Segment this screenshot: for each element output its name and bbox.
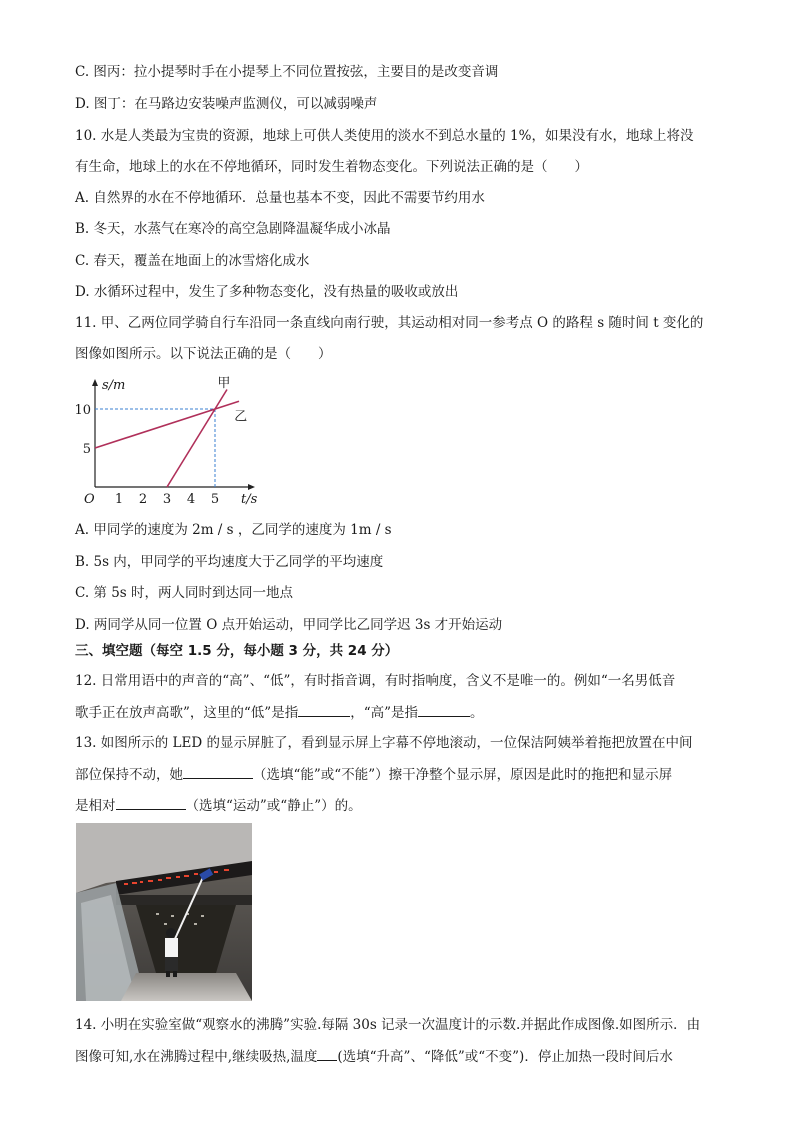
q14-text-a: 图像可知,水在沸腾过程中,继续吸热,温度 xyxy=(75,1049,318,1065)
x-tick-label: 5 xyxy=(210,492,220,507)
series-line-jia xyxy=(167,390,227,488)
q14-line2 xyxy=(75,1047,725,1066)
q13-blank-2[interactable] xyxy=(116,796,186,810)
q11-stem-line2: 图像如图所示。以下说法正确的是（ ） xyxy=(75,346,332,362)
q10-option-b: B. 冬天，水蒸气在寒冷的高空急剧降温凝华成小冰晶 xyxy=(75,221,391,237)
q13-text-c: 是相对 xyxy=(75,798,116,814)
q11-stem-line1: 11. 甲、乙两位同学骑自行车沿同一条直线向南行驶，其运动相对同一参考点 O 的路程 s 随时间 t 变化的 xyxy=(75,315,704,331)
q9-option-d: D. 图丁：在马路边安装噪声监测仪，可以减弱噪声 xyxy=(75,96,378,112)
q10-option-d: D. 水循环过程中，发生了多种物态变化，没有热量的吸收或放出 xyxy=(75,284,459,300)
q10-stem-line1: 10. 水是人类最为宝贵的资源，地球上可供人类使用的淡水不到总水量的 1%，如果没有水，地球上将没 xyxy=(75,128,694,144)
q13-text-b: （选填“能”或“不能”）擦干净整个显示屏，原因是此时的拖把和显示屏 xyxy=(253,767,673,783)
origin-label: O xyxy=(84,492,95,507)
q13-blank-1[interactable] xyxy=(183,765,253,779)
series-label-yi: 乙 xyxy=(234,409,248,425)
y-tick-label: 5 xyxy=(82,442,91,457)
q12-blank-1[interactable] xyxy=(298,703,350,717)
series-label-jia: 甲 xyxy=(217,376,231,391)
led-screen-cleaning-photo xyxy=(76,823,252,1001)
q11-option-b: B. 5s 内，甲同学的平均速度大于乙同学的平均速度 xyxy=(75,554,384,570)
x-axis-label: t/s xyxy=(241,492,258,507)
q14-line1: 14. 小明在实验室做“观察水的沸腾”实验.每隔 30s 记录一次温度计的示数.并据此作成图像.如图所示．由 xyxy=(75,1017,701,1033)
q14-text-b: (选填“升高”、“降低”或“不变”)．停止加热一段时间后水 xyxy=(337,1049,673,1065)
q12-line2 xyxy=(75,703,725,722)
q14-blank-1[interactable] xyxy=(317,1047,337,1061)
q12-text-c: 。 xyxy=(470,705,484,721)
section-three-heading: 三、填空题（每空 1.5 分，每小题 3 分，共 24 分） xyxy=(75,643,399,659)
q13-line3 xyxy=(75,796,725,815)
q13-text-a: 部位保持不动，她 xyxy=(75,767,183,783)
q10-option-c: C. 春天，覆盖在地面上的冰雪熔化成水 xyxy=(75,253,310,269)
s-t-graph xyxy=(74,375,260,507)
q9-option-c: C. 图丙：拉小提琴时手在小提琴上不同位置按弦，主要目的是改变音调 xyxy=(75,64,499,80)
q11-option-d: D. 两同学从同一位置 O 点开始运动，甲同学比乙同学迟 3s 才开始运动 xyxy=(75,617,503,633)
q11-option-c: C. 第 5s 时，两人同时到达同一地点 xyxy=(75,585,294,601)
y-axis-arrow xyxy=(92,379,98,386)
q12-text-b: ，“高”是指 xyxy=(350,705,419,721)
q13-line2 xyxy=(75,765,725,784)
x-tick-label: 3 xyxy=(162,492,172,507)
series-line-yi xyxy=(95,401,239,448)
q12-line1: 12. 日常用语中的声音的“高”、“低”，有时指音调，有时指响度，含义不是唯一的。例如“一名男低音 xyxy=(75,673,676,689)
q10-stem-line2: 有生命，地球上的水在不停地循环，同时发生着物态变化。下列说法正确的是（ ） xyxy=(75,159,588,175)
x-axis-arrow xyxy=(248,484,255,490)
q13-line1: 13. 如图所示的 LED 的显示屏脏了，看到显示屏上字幕不停地滚动，一位保洁阿姨举着拖把放置在中间 xyxy=(75,735,693,751)
q12-text-a: 歌手正在放声高歌”，这里的“低”是指 xyxy=(75,705,299,721)
q12-blank-2[interactable] xyxy=(418,703,470,717)
x-tick-label: 1 xyxy=(114,492,124,507)
x-tick-label: 2 xyxy=(138,492,148,507)
q11-option-a: A. 甲同学的速度为 2m / s ，乙同学的速度为 1m / s xyxy=(75,522,392,538)
x-tick-label: 4 xyxy=(186,492,196,507)
q10-option-a: A. 自然界的水在不停地循环．总量也基本不变，因此不需要节约用水 xyxy=(75,190,485,206)
q13-text-d: （选填“运动”或“静止”）的。 xyxy=(185,798,362,814)
y-tick-label: 10 xyxy=(74,403,91,418)
y-axis-label: s/m xyxy=(102,378,126,393)
